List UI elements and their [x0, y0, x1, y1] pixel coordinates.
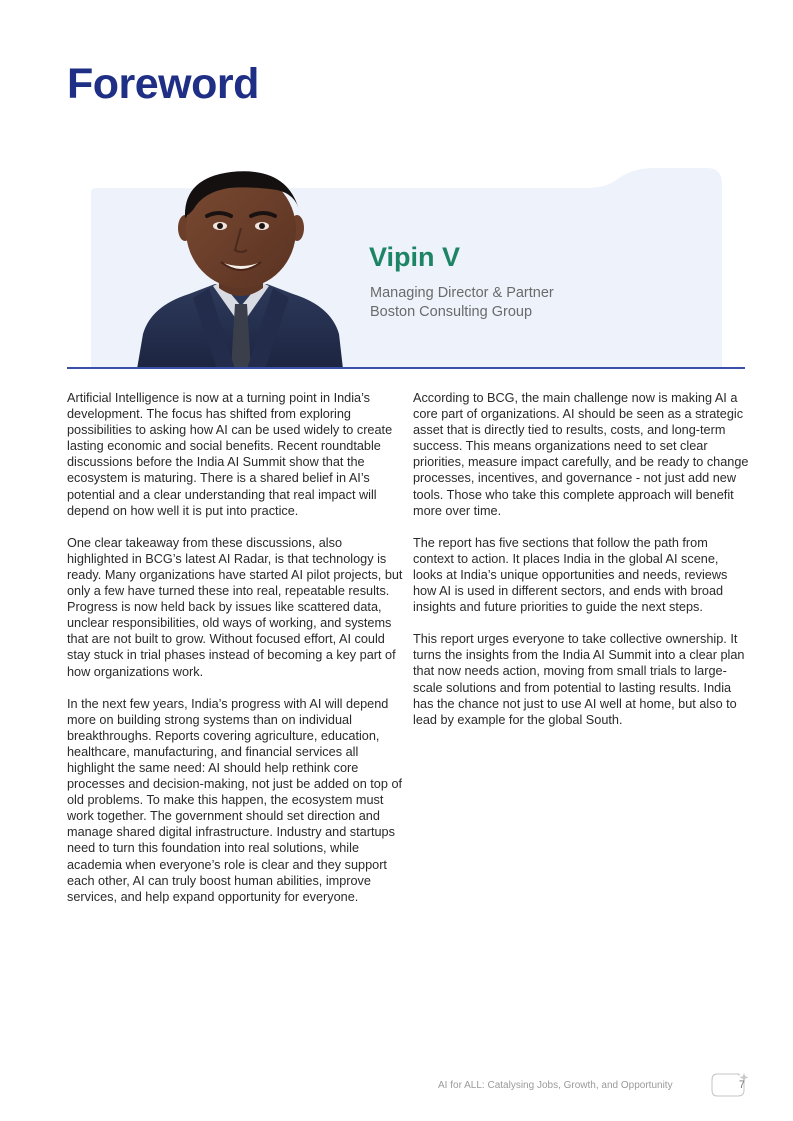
author-role: Managing Director & Partner	[370, 285, 554, 301]
left-column	[67, 390, 403, 921]
page-title: Foreword	[67, 60, 259, 108]
hero-divider	[67, 367, 745, 369]
author-hero-card	[67, 160, 747, 372]
right-column	[413, 390, 749, 744]
author-organization: Boston Consulting Group	[370, 304, 533, 320]
page-number: 7	[738, 1079, 745, 1091]
paragraph: The report has five sections that follow the path from context to action. It places India in the global AI scene, looks at India’s unique opportunities and needs, reviews how AI is used in different sectors, and ends with broad insights and future priorities to guide the next steps.	[413, 535, 728, 615]
paragraph: Artificial Intelligence is now at a turning point in India’s development. The focus has shifted from exploring possibilities to asking how AI can be used widely to create lasting economic and social benefits. Recent roundtable discussions before the India AI Summit show that the ecosystem is maturing. There is a shared belief in AI’s potential and a clear understanding that real impact will depend on how well it is put into practice.	[67, 391, 393, 518]
paragraph: This report urges everyone to take collective ownership. It turns the insights from the India AI Summit into a clear plan that now needs action, moving from small trials to large-scale solutions and from potential to lasting results. India has the chance not just to use AI well at home, but also to lead by example for the global South.	[413, 632, 745, 727]
footer-report-title: AI for ALL: Catalysing Jobs, Growth, and Opportunity	[438, 1080, 673, 1091]
paragraph: One clear takeaway from these discussions, also highlighted in BCG’s latest AI Radar, is that technology is ready. Many organizations have started AI pilot projects, but only a few have turned these into real, repeatable results. Progress is now held back by issues like scattered data, unclear responsibilities, old ways of working, and systems that are not built to grow. Without focused effort, AI could stay stuck in trial phases instead of becoming a key part of how organizations work.	[67, 535, 403, 679]
author-name: Vipin V	[369, 242, 461, 272]
portrait-photo	[137, 166, 343, 369]
paragraph: According to BCG, the main challenge now is making AI a core part of organizations. AI should be seen as a strategic asset that is directly tied to results, costs, and long-term success. This means organizations need to set clear priorities, measure impact carefully, and be ready to change processes, incentives, and governance - not just add new tools. Those who take this complete approach will benefit more over time.	[413, 391, 749, 518]
paragraph: In the next few years, India’s progress with AI will depend more on building strong systems than on individual breakthroughs. Reports covering agriculture, education, healthcare, manufacturing, and financial services all highlight the same need: AI should help rethink core processes and decision-making, not just be added on top of old problems. To make this happen, the ecosystem must work together. The government should set direction and manage shared digital infrastructure. Industry and startups need to turn this foundation into real solutions, while academia when everyone’s role is clear and they support each other, AI can truly boost human abilities, improve services, and help expand opportunity for everyone.	[67, 696, 403, 904]
